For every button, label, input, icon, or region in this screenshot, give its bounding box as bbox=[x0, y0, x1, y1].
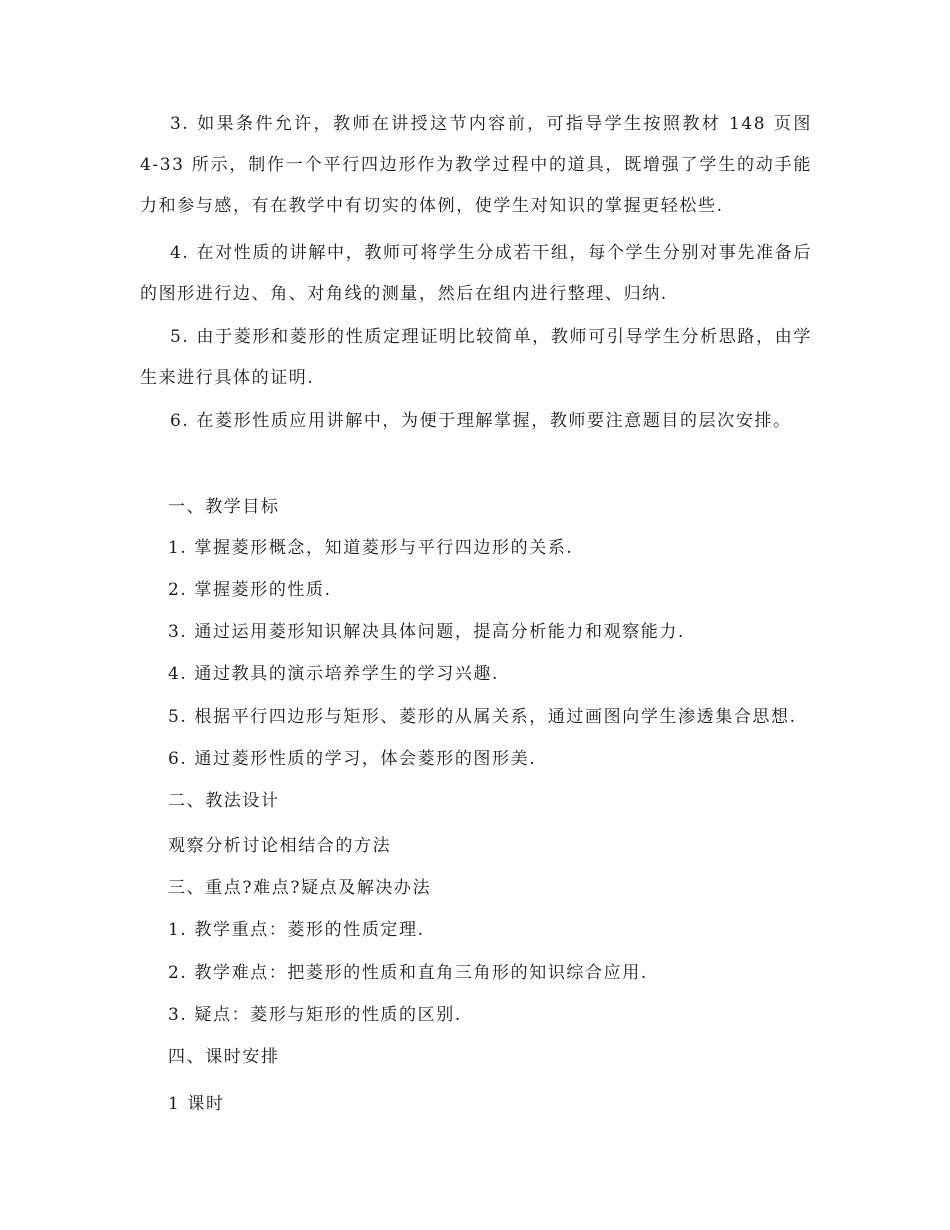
section-heading-schedule: 四、课时安排 bbox=[168, 1047, 280, 1067]
objective-item: 1. 掌握菱形概念，知道菱形与平行四边形的关系. bbox=[168, 538, 574, 558]
note-paragraph-6: 6. 在菱形性质应用讲解中，为便于理解掌握，教师要注意题目的层次安排。 bbox=[170, 411, 792, 431]
keypoint-item: 2. 教学难点：把菱形的性质和直角三角形的知识综合应用. bbox=[168, 963, 648, 983]
section-heading-method: 二、教法设计 bbox=[168, 791, 280, 811]
method-text: 观察分析讨论相结合的方法 bbox=[168, 836, 392, 856]
section-heading-objectives: 一、教学目标 bbox=[168, 497, 280, 517]
objective-item: 6. 通过菱形性质的学习，体会菱形的图形美. bbox=[168, 749, 537, 769]
objective-item: 3. 通过运用菱形知识解决具体问题，提高分析能力和观察能力. bbox=[168, 622, 686, 642]
objective-item: 2. 掌握菱形的性质. bbox=[168, 580, 332, 600]
note-paragraph-5: 5. 由于菱形和菱形的性质定理证明比较简单，教师可引导学生分析思路，由学生来进行具体的证明. bbox=[140, 327, 812, 388]
schedule-text: 1 课时 bbox=[168, 1094, 225, 1114]
section-heading-keypoints: 三、重点?难点?疑点及解决办法 bbox=[168, 878, 432, 898]
note-paragraph-3: 3. 如果条件允许，教师在讲授这节内容前，可指导学生按照教材 148 页图 4-33 所示，制作一个平行四边形作为教学过程中的道具，既增强了学生的动手能力和参与感，有在教学中有切实的体例，使学生对知识的掌握更轻松些. bbox=[140, 114, 812, 216]
note-paragraph-4: 4. 在对性质的讲解中，教师可将学生分成若干组，每个学生分别对事先准备后的图形进行边、角、对角线的测量，然后在组内进行整理、归纳. bbox=[140, 243, 812, 304]
keypoint-item: 1. 教学重点：菱形的性质定理. bbox=[168, 920, 425, 940]
keypoint-item: 3. 疑点：菱形与矩形的性质的区别. bbox=[168, 1005, 462, 1025]
objective-item: 5. 根据平行四边形与矩形、菱形的从属关系，通过画图向学生渗透集合思想. bbox=[168, 707, 797, 727]
objective-item: 4. 通过教具的演示培养学生的学习兴趣. bbox=[168, 664, 500, 684]
